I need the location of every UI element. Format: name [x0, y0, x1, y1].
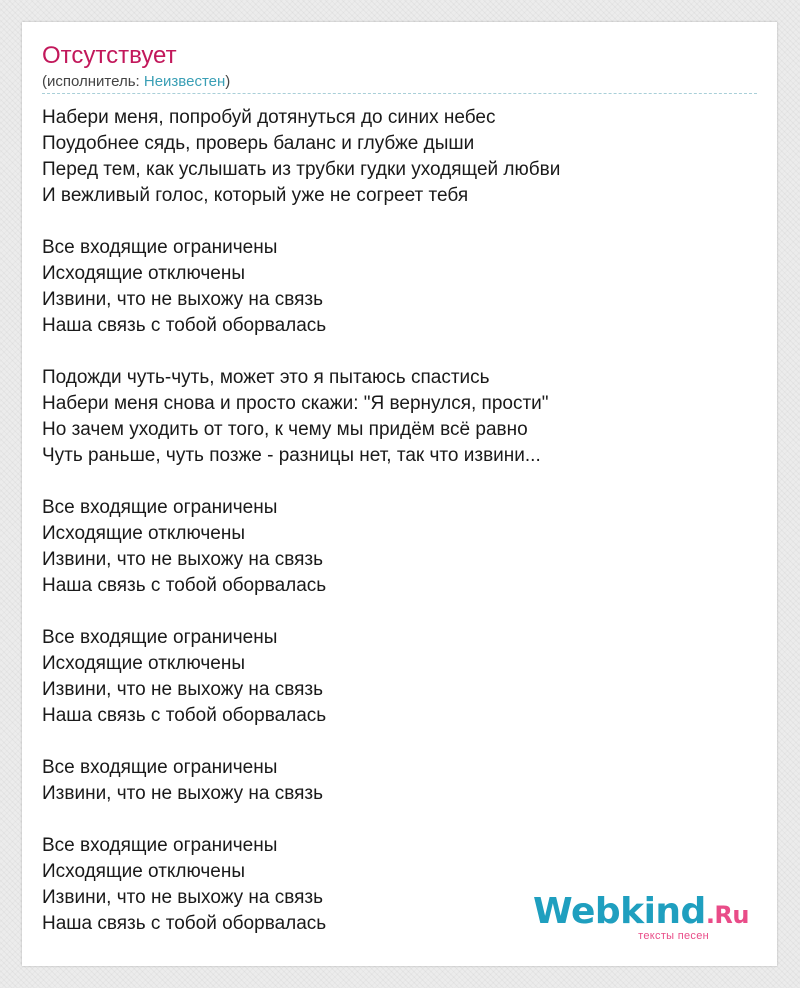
- lyrics-line: Все входящие ограничены: [42, 627, 278, 648]
- lyrics-line: Извини, что не выхожу на связь: [42, 783, 324, 804]
- lyrics-line: Извини, что не выхожу на связь: [42, 679, 324, 700]
- lyrics-line: Исходящие отключены: [42, 653, 245, 674]
- lyrics-line: Чуть раньше, чуть позже - разницы нет, так что извини...: [42, 445, 541, 466]
- lyrics-line: Исходящие отключены: [42, 861, 245, 882]
- lyrics-line: Набери меня снова и просто скажи: "Я вернулся, прости": [42, 393, 549, 414]
- logo-wordmark: [533, 892, 749, 935]
- lyrics-line: Все входящие ограничены: [42, 757, 278, 778]
- lyrics-line: Но зачем уходить от того, к чему мы придём всё равно: [42, 419, 528, 440]
- logo-tagline: тексты песен: [638, 930, 709, 942]
- title-divider: [42, 93, 757, 94]
- lyrics-stanza: [42, 625, 757, 729]
- lyrics-line: Наша связь с тобой оборвалась: [42, 913, 327, 934]
- lyrics-line: Исходящие отключены: [42, 523, 245, 544]
- lyrics-line: Наша связь с тобой оборвалась: [42, 315, 327, 336]
- lyrics-line: Подожди чуть-чуть, может это я пытаюсь спастись: [42, 367, 490, 388]
- lyrics-line: Все входящие ограничены: [42, 835, 278, 856]
- lyrics-line: Наша связь с тобой оборвалась: [42, 575, 327, 596]
- logo-word: Webkind: [533, 891, 706, 932]
- lyrics-stanza: [42, 235, 757, 339]
- lyrics-line: Исходящие отключены: [42, 263, 245, 284]
- lyrics-line: Наша связь с тобой оборвалась: [42, 705, 327, 726]
- artist-line: [42, 73, 230, 91]
- lyrics-stanza: [42, 105, 757, 209]
- lyrics-body: [42, 105, 757, 963]
- lyrics-stanza: [42, 495, 757, 599]
- artist-link[interactable]: Неизвестен: [143, 73, 226, 90]
- lyrics-line: Извини, что не выхожу на связь: [42, 887, 324, 908]
- logo-tld: .Ru: [705, 901, 749, 929]
- lyrics-stanza: [42, 755, 757, 807]
- lyrics-stanza: [42, 365, 757, 469]
- lyrics-line: Перед тем, как услышать из трубки гудки уходящей любви: [42, 159, 561, 180]
- lyrics-line: Набери меня, попробуй дотянуться до синих небес: [42, 107, 496, 128]
- artist-prefix: (исполнитель:: [42, 73, 144, 90]
- site-logo[interactable]: [533, 891, 749, 944]
- song-title: Отсутствует: [42, 42, 177, 69]
- lyrics-line: Все входящие ограничены: [42, 497, 278, 518]
- lyrics-line: Извини, что не выхожу на связь: [42, 549, 324, 570]
- lyrics-line: Извини, что не выхожу на связь: [42, 289, 324, 310]
- lyrics-card: [22, 22, 777, 966]
- lyrics-line: Поудобнее сядь, проверь баланс и глубже дыши: [42, 133, 475, 154]
- lyrics-line: Все входящие ограничены: [42, 237, 278, 258]
- artist-suffix: ): [225, 73, 231, 90]
- lyrics-line: И вежливый голос, который уже не согреет тебя: [42, 185, 469, 206]
